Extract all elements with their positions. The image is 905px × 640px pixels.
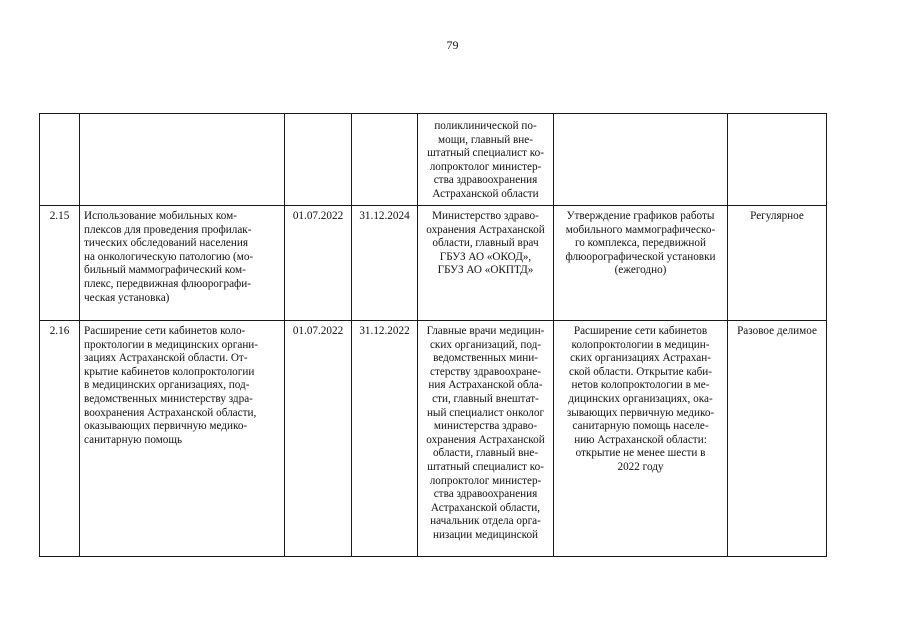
start-date-cell <box>285 114 352 206</box>
text-line: оказывающих первичную медико- <box>84 420 248 433</box>
text-line: колопроктологии в медицин- <box>571 338 710 351</box>
start-date-cell <box>285 321 352 557</box>
result-cell <box>554 114 728 206</box>
text-line: Министерство здраво- <box>432 210 539 222</box>
text-line: штатный специалист ко- <box>427 147 544 160</box>
responsible-text <box>418 321 553 545</box>
responsible-cell <box>418 206 554 321</box>
description-cell <box>80 206 285 321</box>
type-text: Разовое делимое <box>737 325 817 337</box>
start-date-cell <box>285 206 352 321</box>
end-date: 31.12.2022 <box>359 325 410 337</box>
text-line: ской области. Открытие каби- <box>569 365 712 378</box>
text-line: лопроктолог министер- <box>429 474 542 487</box>
text-line: ческая установка) <box>84 291 170 304</box>
description-cell <box>80 321 285 557</box>
text-line: охранения Астраханской <box>426 223 545 236</box>
text-line: санитарную помощь <box>84 433 183 446</box>
text-line: Расширение сети кабинетов коло- <box>84 325 246 337</box>
type-text: Регулярное <box>750 210 804 222</box>
row-number: 2.16 <box>49 325 70 337</box>
text-line: ства здравоохранения <box>433 174 538 187</box>
text-line: охранения Астраханской <box>426 433 545 446</box>
text-line: сти, главный внештат- <box>432 392 539 405</box>
text-line: мощи, главный вне- <box>438 133 533 146</box>
page-number: 79 <box>446 38 459 52</box>
description-text <box>80 206 284 307</box>
responsible-cell <box>418 114 554 206</box>
result-text <box>554 206 727 280</box>
result-cell <box>554 206 728 321</box>
end-date: 31.12.2024 <box>359 210 410 222</box>
text-line: ГБУЗ АО «ОКОД», <box>439 250 532 263</box>
text-line: нию Астраханской области: <box>574 433 707 446</box>
text-line: зациях Астраханской области. От- <box>84 352 248 365</box>
description-cell <box>80 114 285 206</box>
result-text <box>554 321 727 477</box>
text-line: ГБУЗ АО «ОКПТД» <box>437 264 534 277</box>
text-line: ведомственных министерству здра- <box>84 392 253 405</box>
text-line: ведомственных мини- <box>433 352 538 365</box>
text-line: министерства здраво- <box>433 420 538 433</box>
text-line: низации медицинской <box>432 528 539 541</box>
table-row <box>40 321 827 557</box>
number-cell <box>40 321 80 557</box>
text-line: проктологии в медицинских органи- <box>84 338 259 351</box>
text-line: в медицинских организациях, под- <box>84 379 250 392</box>
start-date: 01.07.2022 <box>292 210 344 222</box>
end-date-cell <box>352 321 418 557</box>
text-line: зывающих первичную медико- <box>566 406 715 419</box>
number-cell <box>40 206 80 321</box>
text-line: флюорографической установки <box>565 250 716 263</box>
responsible-text <box>418 114 553 204</box>
result-cell <box>554 321 728 557</box>
responsible-text <box>418 206 553 280</box>
text-line: Утверждение графиков работы <box>566 210 715 222</box>
text-line: лопроктолог министер- <box>429 160 542 173</box>
end-date-cell <box>352 114 418 206</box>
text-line: на онкологическую патологию (мо- <box>84 250 254 263</box>
text-line: ских организаций, под- <box>429 338 542 351</box>
type-cell <box>728 206 827 321</box>
text-line: Астраханской области, <box>430 501 541 514</box>
description-text <box>80 321 284 449</box>
text-line: нетов колопроктологии в ме- <box>571 379 710 392</box>
text-line: стерству здравоохране- <box>430 365 541 378</box>
text-line: тических обследований населения <box>84 237 249 250</box>
text-line: поликлинической по- <box>434 120 537 132</box>
table-row-continuation <box>40 114 827 206</box>
text-line: Главные врачи медицин- <box>426 325 545 337</box>
text-line: го комплекса, передвижной <box>574 237 706 250</box>
text-line: ный специалист онколог <box>426 406 545 419</box>
text-line: области, главный врач <box>432 237 539 250</box>
row-number: 2.15 <box>49 210 70 222</box>
text-line: плекс, передвижная флюорографи- <box>84 277 252 290</box>
type-cell <box>728 114 827 206</box>
text-line: начальник отдела орга- <box>430 515 541 528</box>
text-line: санитарную помощь населе- <box>572 420 709 433</box>
text-line: 2022 году <box>617 460 664 473</box>
text-line: ских организациях Астрахан- <box>570 352 711 365</box>
text-line: ства здравоохранения <box>433 488 538 501</box>
text-line: (ежегодно) <box>614 264 667 277</box>
text-line: мобильного маммографическо- <box>565 223 716 236</box>
number-cell <box>40 114 80 206</box>
text-line: Расширение сети кабинетов <box>573 325 708 337</box>
table-row <box>40 206 827 321</box>
type-cell <box>728 321 827 557</box>
text-line: открытие не менее шести в <box>575 447 706 460</box>
end-date-cell <box>352 206 418 321</box>
plan-table <box>39 113 827 557</box>
responsible-cell <box>418 321 554 557</box>
text-line: воохранения Астраханской области, <box>84 406 257 419</box>
text-line: плексов для проведения профилак- <box>84 223 252 236</box>
text-line: крытие кабинетов колопроктологии <box>84 365 255 378</box>
text-line: ния Астраханской обла- <box>428 379 543 392</box>
text-line: области, главный вне- <box>432 447 539 460</box>
text-line: Астраханской области <box>432 187 539 200</box>
start-date: 01.07.2022 <box>292 325 344 337</box>
text-line: бильный маммографический ком- <box>84 264 246 277</box>
text-line: дицинских организациях, ока- <box>568 392 713 405</box>
text-line: Использование мобильных ком- <box>84 210 237 222</box>
text-line: штатный специалист ко- <box>427 460 544 473</box>
